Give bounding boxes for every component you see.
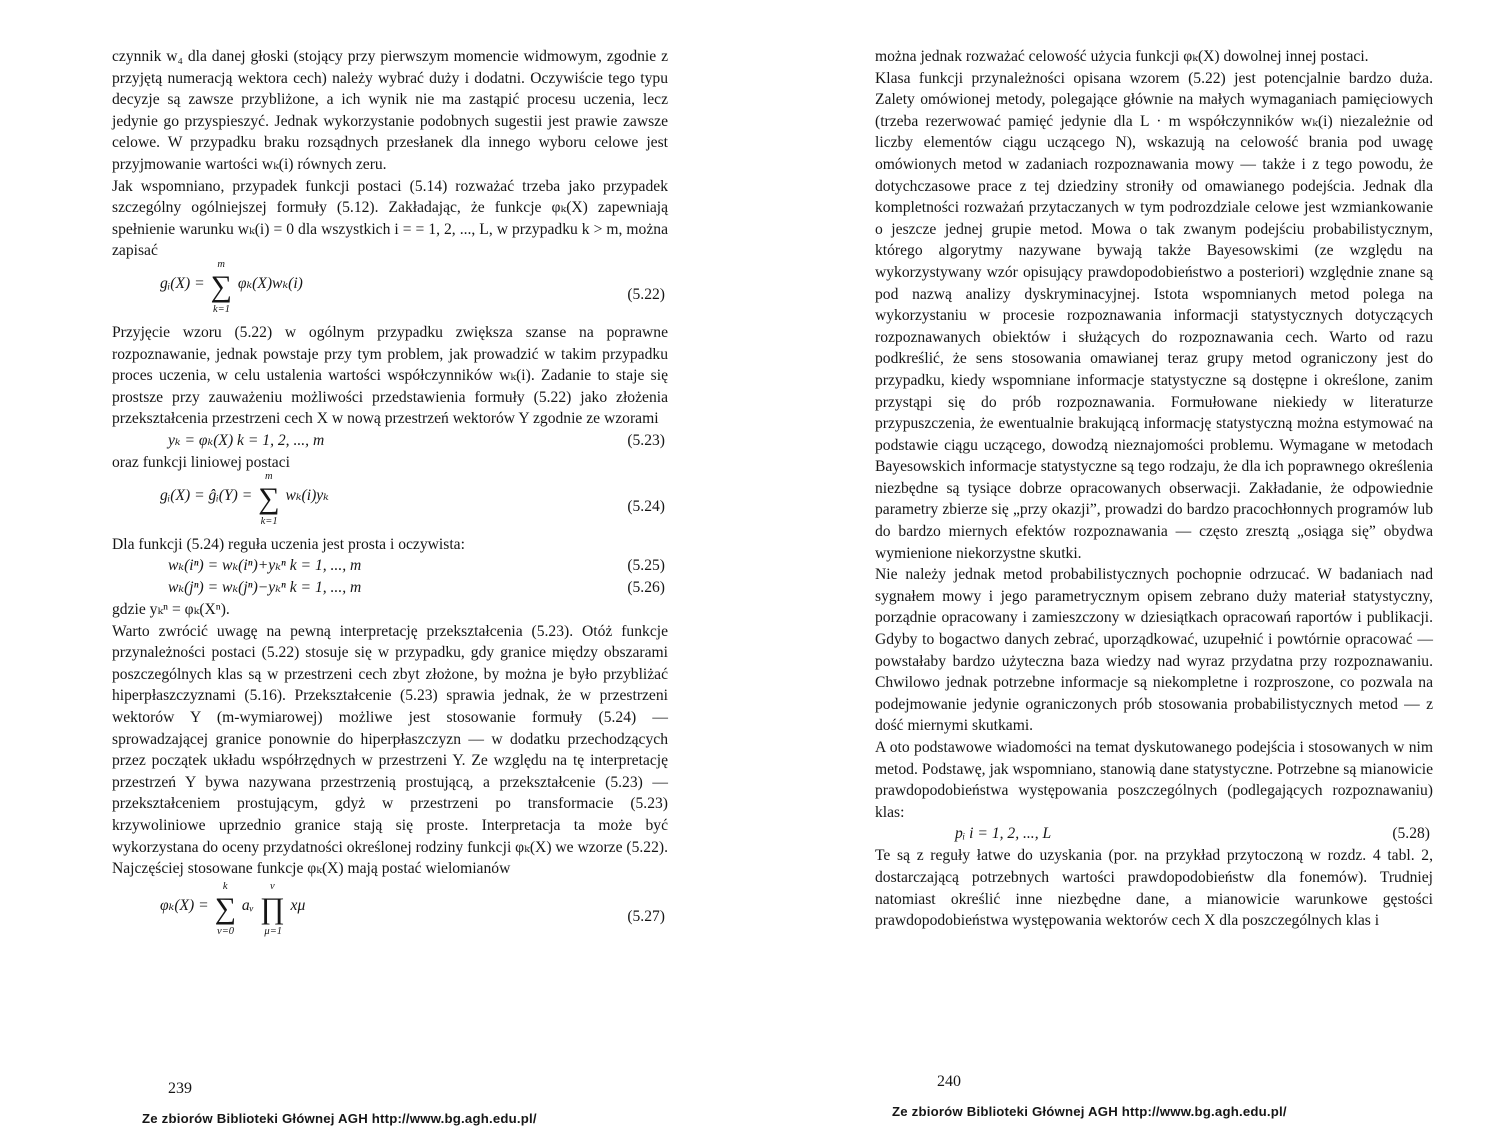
equation-rhs: φₖ(X)wₖ(i) bbox=[237, 274, 303, 292]
page-number: 239 bbox=[168, 1080, 192, 1097]
equation-expression: yₖ = φₖ(X) k = 1, 2, ..., m bbox=[168, 431, 325, 449]
sum-upper-limit: m bbox=[217, 258, 225, 270]
equation-5-23 bbox=[112, 430, 668, 452]
equation-5-27 bbox=[112, 880, 668, 942]
equation-number: (5.25) bbox=[627, 557, 665, 575]
paragraph: Te są z reguły łatwe do uzyskania (por. na przykład przytoczoną w rozdz. 4 tabl. 2, dostarczającą potrzebnych wartości prawdopodobieństw dla fonemów). Trudniej natomiast określić inne niezbędne dane, a mianowicie warunkowe gęstości prawdopodobieństwa występowania wektorów cech X dla poszczególnych klas i bbox=[875, 847, 1433, 930]
equation-rhs: wₖ(i)yₖ bbox=[285, 486, 329, 504]
sum-upper-limit: k bbox=[222, 880, 228, 892]
equation-5-24 bbox=[112, 470, 668, 532]
equation-expression bbox=[160, 470, 329, 527]
equation-lhs: gᵢ(X) = bbox=[160, 274, 205, 292]
paragraph: A oto podstawowe wiadomości na temat dyskutowanego podejścia i stosowanych w nim metod. Podstawę, jak wspomniano, stanowią dane statystyczne. Potrzebne są mianowicie prawdopodobieństwa występowania poszczególnych (podlegających rozpoznawaniu) klas: bbox=[875, 739, 1433, 821]
library-footer: Ze zbiorów Biblioteki Głównej AGH http://www.bg.agh.edu.pl/ bbox=[892, 1104, 1287, 1119]
equation-5-28 bbox=[875, 823, 1433, 845]
equation-expression: wₖ(jⁿ) = wₖ(jⁿ)−yₖⁿ k = 1, ..., m bbox=[168, 579, 362, 597]
equation-number: (5.26) bbox=[627, 579, 665, 597]
paragraph: oraz funkcji liniowej postaci bbox=[112, 453, 290, 471]
paragraph: można jednak rozważać celowość użycia funkcji φₖ(X) dowolnej innej postaci. bbox=[875, 48, 1369, 65]
sum-symbol: ∑ m k=1 bbox=[258, 484, 279, 514]
equation-expression bbox=[160, 880, 306, 937]
equation-5-22 bbox=[112, 258, 668, 320]
right-page-text bbox=[875, 46, 1433, 932]
equation-rhs: xμ bbox=[290, 896, 306, 914]
equation-expression: pᵢ i = 1, 2, ..., L bbox=[955, 825, 1052, 843]
product-symbol: ∏ ν μ=1 bbox=[260, 894, 285, 924]
equation-number: (5.28) bbox=[1392, 825, 1430, 843]
sum-upper-limit: m bbox=[265, 470, 273, 482]
equation-expression: wₖ(iⁿ) = wₖ(iⁿ)+yₖⁿ k = 1, ..., m bbox=[168, 557, 362, 575]
equation-number: (5.27) bbox=[627, 907, 665, 925]
sum-lower-limit: ν=0 bbox=[217, 925, 235, 937]
sum-lower-limit: k=1 bbox=[260, 515, 278, 527]
paragraph: gdzie yₖⁿ = φₖ(Xⁿ). bbox=[112, 601, 230, 619]
sum-lower-limit: k=1 bbox=[212, 303, 230, 315]
equation-5-25 bbox=[112, 555, 668, 577]
equation-lhs: gᵢ(X) = ĝᵢ(Y) = bbox=[160, 486, 253, 504]
equation-number: (5.23) bbox=[627, 431, 665, 449]
equation-coefficient: aᵥ bbox=[241, 896, 255, 914]
product-upper-limit: ν bbox=[269, 880, 275, 892]
paragraph: Klasa funkcji przynależności opisana wzorem (5.22) jest potencjalnie bardzo duża. Zalety omówionej metody, polegające głównie na małych wymaganiach pamięciowych (trzeba rezerwować pamięć jedynie dla L · m współczynników wₖ(i) niezależnie od liczby elementów ciągu uczącego N), wskazują na celowość brania pod uwagę omówionych metod w zadaniach rozpoznawania mowy — także i z tego powodu, że dotychczasowe prace z tej dziedziny stroniły od omawianego podejścia. Jednak dla kompletności rozważań przytaczanych w tym podrozdziale celowe jest wzmiankowanie o jeszcze jednej grupie metod. Mowa o tak zwanym podejściu probabilistycznym, którego algorytmy nazywane bywają także Bayesowskimi (ze względu na wykorzystywany wzór opisujący prawdopodobieństwo a posteriori) względnie znane są pod nazwą analizy dyskryminacyjnej. Istota wspomnianych metod polega na wykorzystaniu w procesie rozpoznawania informacji statystycznych dotyczących rozpoznawanych obiektów i służących do rozpoznawania cech. Warto od razu podkreślić, że sens stosowania omawianej teraz grupy metod ograniczony jest do przypadku, kiedy wspomniane informacje statystyczne są dostępne i określone, zanim przystąpi się do prób rozpoznawania. Formułowane niekiedy w literaturze przypuszczenia, że ewentualnie brakującą informację statystyczną można estymować na podstawie ciągu uczącego, dowodzą nieznajomości problemu. Wymagane w metodach Bayesowskich informacje statystyczne są tego rodzaju, że dla ich poprawnego określenia niezbędne są tysiące dobrze opracowanych obserwacji. Zakładanie, że odpowiednie parametry zbierze się „przy okazji”, prowadzi do bardzo pracochłonnych programów lub do bardzo miernych efektów rozpoznawania — często zresztą „osiąga się” obydwa wymienione niekorzystne skutki. bbox=[875, 69, 1433, 562]
paragraph: czynnik w₄ dla danej głoski (stojący przy pierwszym momencie widmowym, zgodnie z przyjętą numeracją wektora cech) należy wybrać duży i dodatni. Oczywiście tego typu decyzje są zawsze przybliżone, a ich wynik nie ma zastąpić procesu uczenia, lecz jedynie go przyspieszyć. Jednak wykorzystanie podobnych sugestii jest prawie zawsze celowe. W przypadku braku rozsądnych przesłanek dla innego wyboru celowe jest przyjmowanie wartości wₖ(i) równych zeru. bbox=[112, 48, 668, 173]
equation-lhs: φₖ(X) = bbox=[160, 896, 209, 914]
library-footer: Ze zbiorów Biblioteki Głównej AGH http://www.bg.agh.edu.pl/ bbox=[142, 1111, 537, 1126]
paragraph: Przyjęcie wzoru (5.22) w ogólnym przypadku zwiększa szanse na poprawne rozpoznawanie, jednak powstaje przy tym problem, jak prowadzić w takim przypadku proces uczenia, w celu ustalenia wartości współczynników wₖ(i). Zadanie to staje się prostsze przy zauważeniu możliwości przedstawienia formuły (5.22) jako złożenia przekształcenia przestrzeni cech X w nową przestrzeń wektorów Y zgodnie ze wzorami bbox=[112, 323, 668, 428]
equation-expression bbox=[160, 258, 303, 315]
product-lower-limit: μ=1 bbox=[264, 925, 283, 937]
paragraph: Warto zwrócić uwagę na pewną interpretację przekształcenia (5.23). Otóż funkcje przynależności postaci (5.22) stosuje się w przypadku, gdy granice między obszarami poszczególnych klas są w przestrzeni cech zbyt złożone, by można je było przybliżać hiperpłaszczyznami (5.16). Przekształcenie (5.23) sprawia jednak, że w przestrzeni wektorów Y (m-wymiarowej) możliwe jest stosowanie formuły (5.24) — sprowadzającej granice ponownie do hiperpłaszczyzn — w dodatku przechodzących przez początek układu współrzędnych w przestrzeni Y. Ze względu na tę interpretację przestrzeń Y bywa nazywana przestrzenią prostującą, a przekształcenie (5.23) — przekształceniem prostującym, gdyż w przestrzeni po transformacie (5.23) krzywoliniowe uprzednio granice stają się proste. Interpretacja ta może być wykorzystana do oceny przydatności określonej rodziny funkcji φₖ(X) we wzorze (5.22). Najczęściej stosowane funkcje φₖ(X) mają postać wielomianów bbox=[112, 622, 668, 878]
paragraph: Nie należy jednak metod probabilistycznych pochopnie odrzucać. W badaniach nad sygnałem mowy i jego parametrycznym opisem zebrano duży materiał statystyczny, porządnie opracowany i zamieszczony w dziesiątkach opracowań raportów i publikacji. Gdyby to bogactwo danych zebrać, uporządkować, uzupełnić i powtórnie opracować — powstałaby bardzo użyteczna baza wiedzy nad wyraz przydatna przy rozpoznawaniu. Chwilowo jednak potrzebne informacje są niekompletne i rozproszone, co pozwala na podejmowanie jedynie ograniczonych prób stosowania probabilistycznych metod — z dość miernymi skutkami. bbox=[875, 566, 1433, 735]
equation-number: (5.22) bbox=[627, 285, 665, 303]
sum-symbol: ∑ m k=1 bbox=[211, 272, 232, 302]
page-number: 240 bbox=[937, 1073, 961, 1090]
equation-5-26 bbox=[112, 577, 668, 599]
equation-number: (5.24) bbox=[627, 497, 665, 515]
sum-symbol: ∑ k ν=0 bbox=[215, 894, 236, 924]
right-page bbox=[750, 0, 1500, 1131]
paragraph: Jak wspomniano, przypadek funkcji postaci (5.14) rozważać trzeba jako przypadek szczególny ogólniejszej formuły (5.12). Zakładając, że funkcje φₖ(X) zapewniają spełnienie warunku wₖ(i) = 0 dla wszystkich i = = 1, 2, ..., L, w przypadku k > m, można zapisać bbox=[112, 177, 668, 260]
paragraph: Dla funkcji (5.24) reguła uczenia jest prosta i oczywista: bbox=[112, 535, 465, 553]
left-page-text bbox=[112, 46, 668, 942]
